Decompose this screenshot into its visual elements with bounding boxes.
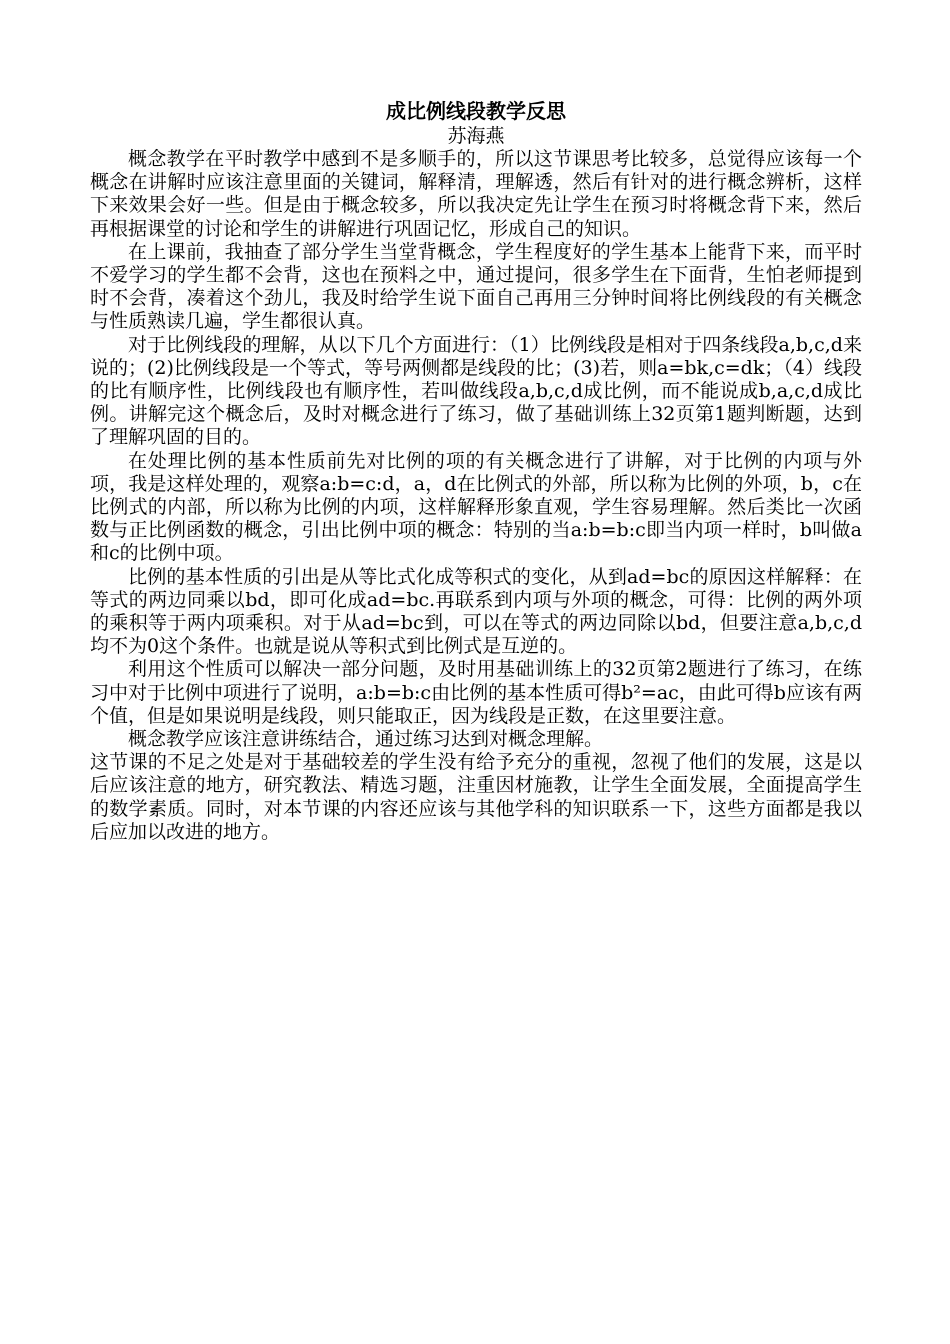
document-page bbox=[90, 98, 862, 844]
paragraph-application: 利用这个性质可以解决一部分问题，及时用基础训练上的32页第2题进行了练习，在练习中对于比例中项进行了说明，a:b=b:c由比例的基本性质可得b²=ac，由此可得b应该有两个值，但是如果说明是线段，则只能取正，因为线段是正数，在这里要注意。 bbox=[90, 658, 862, 727]
paragraph-before-class: 在上课前，我抽查了部分学生当堂背概念，学生程度好的学生基本上能背下来，而平时不爱学习的学生都不会背，这也在预料之中，通过提问，很多学生在下面背，生怕老师提到时不会背，凑着这个劲儿，我及时给学生说下面自己再用三分钟时间将比例线段的有关概念与性质熟读几遍，学生都很认真。 bbox=[90, 240, 862, 333]
paragraph-shortcomings: 这节课的不足之处是对于基础较差的学生没有给予充分的重视，忽视了他们的发展，这是以后应该注意的地方，研究教法、精选习题，注重因材施教，让学生全面发展，全面提高学生的数学素质。同时，对本节课的内容还应该与其他学科的知识联系一下，这些方面都是我以后应加以改进的地方。 bbox=[90, 751, 862, 843]
paragraph-basic-property: 比例的基本性质的引出是从等比式化成等积式的变化，从到ad=bc的原因这样解释：在等式的两边同乘以bd，即可化成ad=bc.再联系到内项与外项的概念，可得：比例的两外项的乘积等于两内项乘积。对于从ad=bc到，可以在等式的两边同除以bd，但要注意a,b,c,d均不为0这个条件。也就是说从等积式到比例式是互逆的。 bbox=[90, 565, 862, 658]
document-title: 成比例线段教学反思 bbox=[386, 99, 566, 123]
paragraph-inner-outer-terms: 在处理比例的基本性质前先对比例的项的有关概念进行了讲解，对于比例的内项与外项，我是这样处理的，观察a:b=c:d，a，d在比例式的外部，所以称为比例的外项，b，c在比例式的内部，所以称为比例的内项，这样解释形象直观，学生容易理解。然后类比一次函数与正比例函数的概念，引出比例中项的概念：特别的当a:b=b:c即当内项一样时，b叫做a和c的比例中项。 bbox=[90, 449, 862, 565]
paragraph-understanding: 对于比例线段的理解，从以下几个方面进行：（1）比例线段是相对于四条线段a,b,c,d来说的；(2)比例线段是一个等式，等号两侧都是线段的比；(3)若，则a=bk,c=dk；（4）线段的比有顺序性，比例线段也有顺序性，若叫做线段a,b,c,d成比例，而不能说成b,a,c,d成比例。讲解完这个概念后，及时对概念进行了练习，做了基础训练上32页第1题判断题，达到了理解巩固的目的。 bbox=[90, 333, 862, 449]
paragraph-practice: 概念教学应该注意讲练结合，通过练习达到对概念理解。 bbox=[128, 728, 604, 751]
document-author: 苏海燕 bbox=[447, 125, 505, 147]
paragraph-concept-teaching: 概念教学在平时教学中感到不是多顺手的，所以这节课思考比较多，总觉得应该每一个概念在讲解时应该注意里面的关键词，解释清，理解透，然后有针对的进行概念辨析，这样下来效果会好一些。但是由于概念较多，所以我决定先让学生在预习时将概念背下来，然后再根据课堂的讨论和学生的讲解进行巩固记忆，形成自己的知识。 bbox=[90, 148, 862, 240]
